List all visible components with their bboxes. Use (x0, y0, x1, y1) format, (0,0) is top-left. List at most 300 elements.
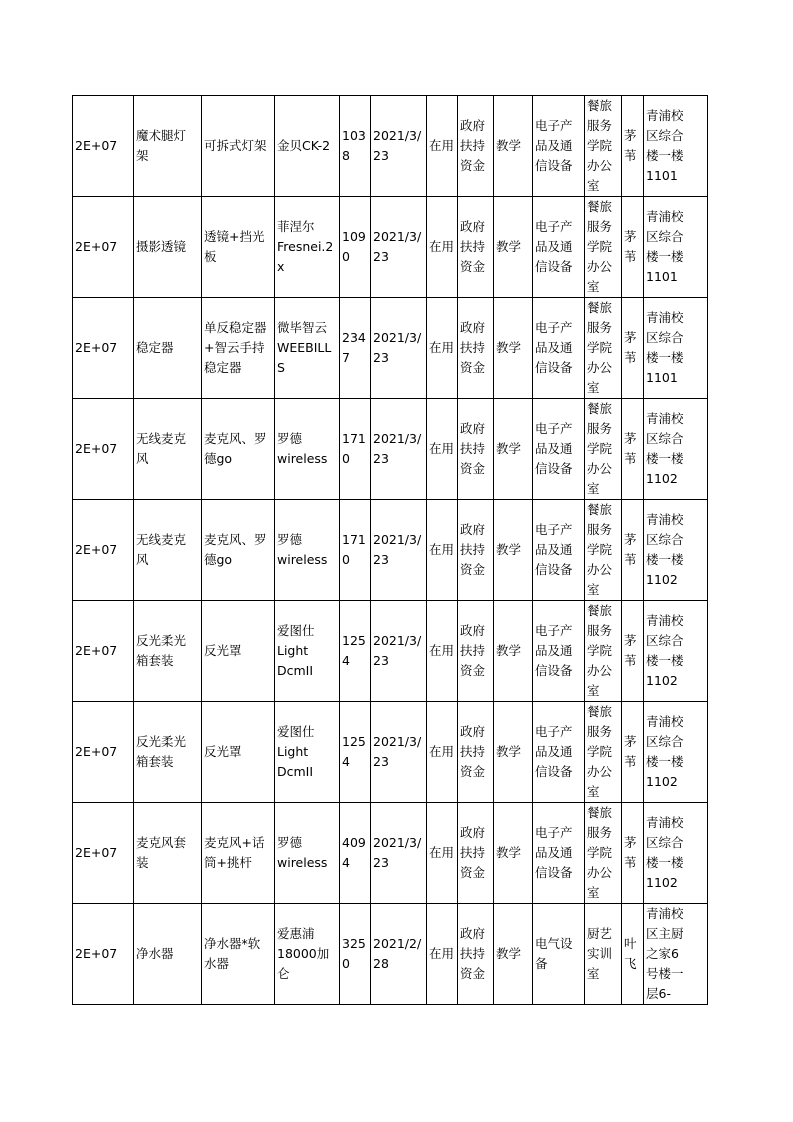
asset-name-line: 风 (136, 451, 149, 466)
custodian-line: 苇 (624, 350, 637, 365)
category-cell (533, 904, 585, 1005)
spec-cell (202, 298, 275, 399)
acquired-date-line: 2021/2/ (373, 936, 422, 951)
status-cell (427, 803, 458, 904)
spec-cell (202, 601, 275, 702)
acquired-date-cell (371, 904, 427, 1005)
location-line: 楼一楼 (646, 754, 684, 769)
spec-line: 透镜+挡光 (204, 229, 265, 244)
funding-source-line: 扶持 (460, 542, 486, 557)
department-cell (585, 96, 622, 197)
acquired-date-line: 23 (373, 552, 389, 567)
custodian-line: 苇 (624, 855, 637, 870)
department-line: 学院 (587, 744, 613, 759)
category-line: 信设备 (535, 360, 573, 375)
asset-name-line: 反光柔光 (136, 633, 187, 648)
department-line: 服务 (587, 320, 613, 335)
department-line: 办公 (587, 360, 613, 375)
table-row (73, 399, 708, 500)
spec-line: 筒+挑杆 (204, 855, 252, 870)
brand-model-cell (275, 197, 340, 298)
brand-model-line: WEEBILL (277, 340, 332, 355)
acquired-date-line: 23 (373, 754, 389, 769)
price-text: 1710 (342, 431, 366, 466)
usage-text: 教学 (496, 441, 522, 456)
department-cell (585, 197, 622, 298)
table-row (73, 197, 708, 298)
table-row (73, 803, 708, 904)
location-line: 楼一楼 (646, 148, 684, 163)
category-line: 品及通 (535, 441, 573, 456)
category-cell (533, 702, 585, 803)
funding-source-line: 政府 (460, 623, 486, 638)
category-line: 信设备 (535, 461, 573, 476)
department-cell (585, 803, 622, 904)
status-cell (427, 298, 458, 399)
department-line: 服务 (587, 623, 613, 638)
department-line: 学院 (587, 441, 613, 456)
table-row (73, 904, 708, 1005)
department-line: 服务 (587, 825, 613, 840)
asset-code-cell (73, 197, 134, 298)
department-line: 学院 (587, 542, 613, 557)
funding-source-line: 扶持 (460, 744, 486, 759)
department-cell (585, 298, 622, 399)
department-line: 室 (587, 582, 600, 597)
asset-code-cell (73, 500, 134, 601)
asset-name-line: 反光柔光 (136, 734, 187, 749)
acquired-date-line: 28 (373, 956, 389, 971)
funding-source-line: 资金 (460, 158, 486, 173)
spec-cell (202, 500, 275, 601)
location-line: 1101 (646, 269, 678, 284)
category-line: 电子产 (535, 118, 573, 133)
asset-code-cell (73, 803, 134, 904)
department-line: 学院 (587, 643, 613, 658)
location-line: 区主厨 (646, 926, 684, 941)
brand-model-line: 仑 (277, 966, 290, 981)
acquired-date-line: 23 (373, 451, 389, 466)
usage-cell (494, 399, 533, 500)
asset-code-text: 2E+07 (75, 441, 118, 456)
acquired-date-line: 2021/3/ (373, 734, 422, 749)
category-line: 电子产 (535, 219, 573, 234)
usage-cell (494, 601, 533, 702)
spec-cell (202, 904, 275, 1005)
usage-cell (494, 702, 533, 803)
location-cell (644, 601, 708, 702)
custodian-cell (622, 298, 644, 399)
department-line: 厨艺 (587, 926, 613, 941)
price-text: 3250 (342, 936, 366, 971)
department-cell (585, 702, 622, 803)
asset-name-line: 麦克风套 (136, 835, 187, 850)
brand-model-line: 爱图仕 (277, 623, 315, 638)
asset-code-text: 2E+07 (75, 744, 118, 759)
spec-line: 德go (204, 552, 233, 567)
price-cell (340, 601, 371, 702)
status-text: 在用 (429, 542, 455, 557)
location-line: 楼一楼 (646, 855, 684, 870)
usage-cell (494, 803, 533, 904)
custodian-line: 苇 (624, 552, 637, 567)
department-cell (585, 601, 622, 702)
usage-text: 教学 (496, 845, 522, 860)
price-text: 4094 (342, 835, 366, 870)
location-line: 楼一楼 (646, 552, 684, 567)
status-cell (427, 96, 458, 197)
funding-source-line: 政府 (460, 118, 486, 133)
funding-source-line: 资金 (460, 360, 486, 375)
location-line: 青浦校 (646, 815, 684, 830)
funding-source-cell (458, 904, 494, 1005)
custodian-line: 叶 (624, 936, 637, 951)
price-text: 1090 (342, 229, 366, 264)
location-line: 1102 (646, 774, 678, 789)
status-cell (427, 399, 458, 500)
spec-cell (202, 399, 275, 500)
location-line: 1102 (646, 572, 678, 587)
brand-model-cell (275, 702, 340, 803)
price-text: 1038 (342, 128, 366, 163)
category-line: 电子产 (535, 825, 573, 840)
custodian-line: 苇 (624, 148, 637, 163)
brand-model-cell (275, 500, 340, 601)
table-row (73, 702, 708, 803)
funding-source-line: 政府 (460, 522, 486, 537)
location-line: 区综合 (646, 229, 684, 244)
status-text: 在用 (429, 845, 455, 860)
location-cell (644, 298, 708, 399)
category-line: 电气设 (535, 936, 573, 951)
department-line: 服务 (587, 219, 613, 234)
asset-code-text: 2E+07 (75, 643, 118, 658)
location-line: 楼一楼 (646, 653, 684, 668)
funding-source-line: 政府 (460, 421, 486, 436)
asset-name-cell (134, 96, 202, 197)
department-cell (585, 500, 622, 601)
funding-source-line: 政府 (460, 219, 486, 234)
price-cell (340, 904, 371, 1005)
brand-model-line: 金贝CK-2 (277, 138, 331, 153)
category-line: 信设备 (535, 764, 573, 779)
price-cell (340, 803, 371, 904)
acquired-date-cell (371, 500, 427, 601)
location-line: 青浦校 (646, 108, 684, 123)
department-line: 办公 (587, 663, 613, 678)
department-line: 办公 (587, 865, 613, 880)
custodian-line: 茅 (624, 734, 637, 749)
brand-model-line: 爱惠浦 (277, 926, 315, 941)
status-cell (427, 601, 458, 702)
custodian-line: 苇 (624, 754, 637, 769)
custodian-line: 苇 (624, 653, 637, 668)
custodian-cell (622, 96, 644, 197)
category-line: 信设备 (535, 663, 573, 678)
location-cell (644, 500, 708, 601)
spec-cell (202, 803, 275, 904)
department-cell (585, 399, 622, 500)
location-line: 青浦校 (646, 411, 684, 426)
category-cell (533, 96, 585, 197)
table-row (73, 500, 708, 601)
status-text: 在用 (429, 946, 455, 961)
funding-source-line: 扶持 (460, 239, 486, 254)
usage-cell (494, 500, 533, 601)
usage-cell (494, 904, 533, 1005)
price-cell (340, 298, 371, 399)
department-line: 学院 (587, 138, 613, 153)
department-line: 办公 (587, 158, 613, 173)
location-line: 青浦校 (646, 906, 684, 921)
custodian-line: 茅 (624, 835, 637, 850)
location-line: 1102 (646, 875, 678, 890)
table-row (73, 601, 708, 702)
asset-code-text: 2E+07 (75, 138, 118, 153)
status-text: 在用 (429, 744, 455, 759)
table-row (73, 298, 708, 399)
funding-source-line: 政府 (460, 320, 486, 335)
spec-line: 反光罩 (204, 744, 242, 759)
department-line: 服务 (587, 522, 613, 537)
location-line: 1101 (646, 370, 678, 385)
brand-model-line: 罗德 (277, 835, 303, 850)
asset-code-cell (73, 601, 134, 702)
department-line: 餐旅 (587, 502, 613, 517)
department-line: 服务 (587, 421, 613, 436)
spec-line: 可拆式灯架 (204, 138, 267, 153)
custodian-cell (622, 904, 644, 1005)
category-line: 品及通 (535, 340, 573, 355)
department-line: 室 (587, 279, 600, 294)
asset-name-cell (134, 904, 202, 1005)
table-body (73, 96, 708, 1005)
location-line: 区综合 (646, 734, 684, 749)
asset-name-cell (134, 601, 202, 702)
custodian-line: 茅 (624, 128, 637, 143)
funding-source-cell (458, 399, 494, 500)
location-cell (644, 803, 708, 904)
location-cell (644, 904, 708, 1005)
category-line: 品及通 (535, 239, 573, 254)
location-cell (644, 96, 708, 197)
status-text: 在用 (429, 441, 455, 456)
asset-name-line: 无线麦克 (136, 532, 187, 547)
department-line: 学院 (587, 239, 613, 254)
location-line: 区综合 (646, 633, 684, 648)
brand-model-line: wireless (277, 451, 328, 466)
spec-line: 板 (204, 249, 217, 264)
asset-code-cell (73, 298, 134, 399)
status-cell (427, 904, 458, 1005)
category-cell (533, 399, 585, 500)
price-cell (340, 702, 371, 803)
asset-name-cell (134, 298, 202, 399)
brand-model-line: DcmII (277, 663, 314, 678)
department-line: 服务 (587, 724, 613, 739)
location-line: 楼一楼 (646, 249, 684, 264)
acquired-date-line: 2021/3/ (373, 128, 422, 143)
brand-model-line: Fresnei.2 (277, 239, 334, 254)
acquired-date-line: 23 (373, 148, 389, 163)
funding-source-cell (458, 197, 494, 298)
brand-model-line: 罗德 (277, 532, 303, 547)
acquired-date-line: 23 (373, 350, 389, 365)
category-line: 电子产 (535, 320, 573, 335)
acquired-date-line: 23 (373, 249, 389, 264)
location-line: 1102 (646, 673, 678, 688)
asset-code-text: 2E+07 (75, 845, 118, 860)
status-text: 在用 (429, 340, 455, 355)
asset-code-cell (73, 904, 134, 1005)
custodian-cell (622, 399, 644, 500)
category-cell (533, 500, 585, 601)
funding-source-line: 扶持 (460, 643, 486, 658)
custodian-cell (622, 197, 644, 298)
brand-model-cell (275, 96, 340, 197)
spec-line: 麦克风、罗 (204, 431, 267, 446)
acquired-date-line: 2021/3/ (373, 431, 422, 446)
department-line: 餐旅 (587, 603, 613, 618)
status-text: 在用 (429, 239, 455, 254)
department-line: 室 (587, 885, 600, 900)
asset-name-line: 箱套装 (136, 653, 174, 668)
category-line: 信设备 (535, 562, 573, 577)
usage-text: 教学 (496, 239, 522, 254)
acquired-date-cell (371, 298, 427, 399)
custodian-line: 茅 (624, 330, 637, 345)
asset-code-cell (73, 702, 134, 803)
spec-line: 单反稳定器 (204, 320, 267, 335)
status-text: 在用 (429, 138, 455, 153)
asset-name-line: 无线麦克 (136, 431, 187, 446)
location-line: 层6- (646, 986, 671, 1001)
acquired-date-line: 23 (373, 855, 389, 870)
asset-name-line: 摄影透镜 (136, 239, 187, 254)
location-line: 青浦校 (646, 512, 684, 527)
location-line: 号楼一 (646, 966, 684, 981)
category-line: 电子产 (535, 623, 573, 638)
category-line: 电子产 (535, 421, 573, 436)
asset-name-line: 魔术腿灯 (136, 128, 187, 143)
category-line: 品及通 (535, 744, 573, 759)
funding-source-line: 资金 (460, 764, 486, 779)
funding-source-cell (458, 803, 494, 904)
usage-cell (494, 298, 533, 399)
category-line: 信设备 (535, 158, 573, 173)
category-line: 备 (535, 956, 548, 971)
location-line: 区综合 (646, 835, 684, 850)
category-line: 电子产 (535, 522, 573, 537)
status-cell (427, 702, 458, 803)
spec-cell (202, 702, 275, 803)
brand-model-cell (275, 399, 340, 500)
spec-cell (202, 96, 275, 197)
category-line: 电子产 (535, 724, 573, 739)
custodian-line: 苇 (624, 249, 637, 264)
category-cell (533, 803, 585, 904)
spec-line: 德go (204, 451, 233, 466)
location-line: 青浦校 (646, 310, 684, 325)
asset-name-line: 箱套装 (136, 754, 174, 769)
usage-text: 教学 (496, 643, 522, 658)
asset-code-text: 2E+07 (75, 542, 118, 557)
funding-source-line: 扶持 (460, 441, 486, 456)
department-line: 餐旅 (587, 805, 613, 820)
asset-name-line: 装 (136, 855, 149, 870)
spec-line: +智云手持 (204, 340, 265, 355)
department-line: 室 (587, 683, 600, 698)
location-line: 区综合 (646, 330, 684, 345)
brand-model-line: 18000加 (277, 946, 330, 961)
brand-model-line: 爱图仕 (277, 724, 315, 739)
asset-name-cell (134, 399, 202, 500)
asset-code-cell (73, 399, 134, 500)
location-cell (644, 197, 708, 298)
asset-name-line: 架 (136, 148, 149, 163)
price-cell (340, 96, 371, 197)
department-line: 室 (587, 178, 600, 193)
custodian-line: 茅 (624, 633, 637, 648)
brand-model-line: 菲涅尔 (277, 219, 315, 234)
brand-model-line: 罗德 (277, 431, 303, 446)
location-line: 区综合 (646, 128, 684, 143)
price-text: 1254 (342, 734, 366, 769)
usage-text: 教学 (496, 340, 522, 355)
department-line: 餐旅 (587, 401, 613, 416)
asset-name-line: 稳定器 (136, 340, 174, 355)
spec-line: 麦克风、罗 (204, 532, 267, 547)
acquired-date-cell (371, 702, 427, 803)
custodian-line: 茅 (624, 431, 637, 446)
spec-line: 反光罩 (204, 643, 242, 658)
location-line: 1101 (646, 168, 678, 183)
category-line: 品及通 (535, 138, 573, 153)
price-cell (340, 500, 371, 601)
funding-source-cell (458, 500, 494, 601)
funding-source-line: 资金 (460, 461, 486, 476)
status-cell (427, 197, 458, 298)
department-line: 室 (587, 481, 600, 496)
custodian-cell (622, 803, 644, 904)
asset-table (72, 95, 708, 1005)
asset-name-cell (134, 702, 202, 803)
brand-model-line: Light (277, 643, 309, 658)
acquired-date-cell (371, 803, 427, 904)
department-line: 餐旅 (587, 300, 613, 315)
category-cell (533, 197, 585, 298)
department-line: 服务 (587, 118, 613, 133)
asset-code-cell (73, 96, 134, 197)
location-cell (644, 702, 708, 803)
location-line: 青浦校 (646, 209, 684, 224)
location-line: 区综合 (646, 532, 684, 547)
funding-source-line: 政府 (460, 724, 486, 739)
usage-text: 教学 (496, 946, 522, 961)
status-text: 在用 (429, 643, 455, 658)
category-cell (533, 601, 585, 702)
custodian-line: 苇 (624, 451, 637, 466)
department-line: 室 (587, 380, 600, 395)
custodian-line: 飞 (624, 956, 637, 971)
brand-model-line: DcmII (277, 764, 314, 779)
brand-model-line: x (277, 259, 285, 274)
acquired-date-cell (371, 399, 427, 500)
funding-source-line: 资金 (460, 663, 486, 678)
usage-cell (494, 96, 533, 197)
custodian-cell (622, 702, 644, 803)
department-cell (585, 904, 622, 1005)
